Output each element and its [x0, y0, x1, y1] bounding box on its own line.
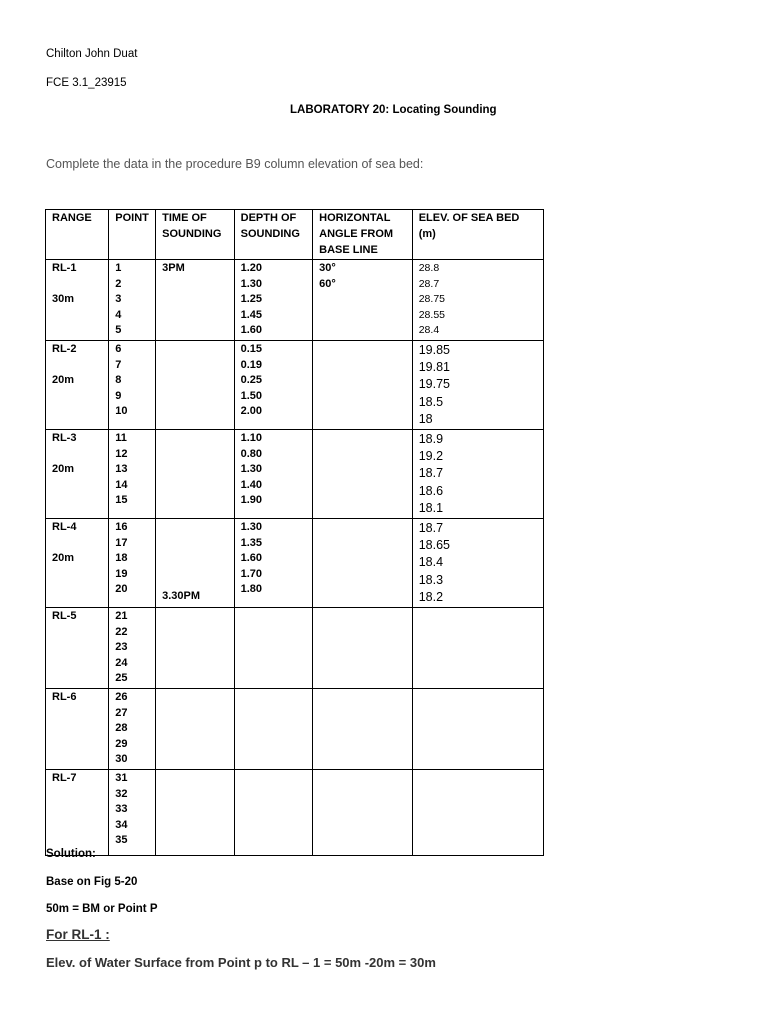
elev-cell: [412, 608, 543, 689]
depth-value: 1.45: [240, 308, 263, 321]
range-label: RL-3: [52, 431, 77, 444]
table-row: [46, 608, 544, 689]
depth-value: 1.25: [240, 293, 263, 306]
table-row: [46, 340, 544, 429]
author-name: Chilton John Duat: [46, 48, 138, 60]
point-number: 3: [115, 293, 122, 306]
header-elev: ELEV. OF SEA BED (m): [412, 210, 543, 260]
depth-value: 1.80: [240, 583, 263, 596]
point-cell: [109, 260, 156, 341]
point-number: 8: [115, 374, 122, 387]
point-number: 1: [115, 262, 122, 274]
point-number: 24: [115, 656, 128, 669]
range-cell: [46, 519, 109, 608]
course-code: FCE 3.1_23915: [46, 77, 127, 89]
point-number: 15: [115, 494, 128, 507]
point-number: 32: [115, 787, 128, 800]
range-label: RL-2: [52, 342, 77, 355]
solution-label: Solution:: [46, 848, 96, 860]
elev-value: 18.6: [418, 483, 444, 498]
range-label: RL-6: [52, 690, 77, 703]
elev-value: 18.4: [418, 555, 444, 570]
time-cell: [156, 608, 235, 689]
point-cell: [109, 688, 156, 769]
elev-value: 18.65: [418, 538, 450, 553]
elev-cell: [412, 429, 543, 518]
elev-value: 19.85: [418, 342, 450, 357]
depth-value: 1.40: [240, 478, 263, 491]
instruction-text: Complete the data in the procedure B9 column elevation of sea bed:: [46, 157, 424, 171]
elev-value: 18.7: [418, 466, 444, 481]
lab-title: LABORATORY 20: Locating Sounding: [290, 104, 497, 116]
elev-cell: [412, 769, 543, 855]
elev-value: 18.3: [418, 572, 444, 587]
elev-cell: [412, 519, 543, 608]
point-number: 2: [115, 277, 122, 290]
table-row: [46, 429, 544, 518]
table-header-row: [46, 210, 544, 260]
range-label: RL-1: [52, 262, 77, 274]
depth-value: 1.30: [240, 463, 263, 476]
table-row: [46, 769, 544, 855]
range-cell: [46, 260, 109, 341]
angle-cell: [313, 608, 413, 689]
elev-value: 28.55: [418, 308, 445, 321]
elev-water-surface-line: Elev. of Water Surface from Point p to RL – 1 = 50m -20m = 30m: [46, 955, 436, 970]
point-number: 20: [115, 583, 128, 596]
depth-cell: [234, 429, 313, 518]
elev-value: 28.8: [418, 262, 440, 274]
depth-value: 0.15: [240, 342, 263, 355]
time-cell: [156, 519, 235, 608]
point-cell: [109, 519, 156, 608]
time-cell: [156, 260, 235, 341]
time-cell: [156, 688, 235, 769]
point-number: 30: [115, 753, 128, 766]
depth-value: 1.50: [240, 389, 263, 402]
point-number: 33: [115, 803, 128, 816]
point-number: 14: [115, 478, 128, 491]
depth-cell: [234, 769, 313, 855]
elev-cell: [412, 260, 543, 341]
range-label: RL-4: [52, 521, 77, 533]
range-distance: 20m: [52, 552, 75, 565]
elev-value: 18.1: [418, 500, 444, 515]
point-number: 18: [115, 552, 128, 565]
point-number: 23: [115, 641, 128, 654]
point-number: 6: [115, 342, 122, 355]
depth-value: 1.60: [240, 324, 263, 337]
elev-cell: [412, 688, 543, 769]
range-distance: 20m: [52, 463, 75, 476]
time-value: 3PM: [162, 262, 185, 274]
range-label: RL-5: [52, 610, 77, 623]
point-number: 5: [115, 324, 122, 337]
elev-value: 18.2: [418, 589, 444, 604]
point-cell: [109, 340, 156, 429]
time-cell: [156, 340, 235, 429]
range-cell: [46, 608, 109, 689]
point-number: 13: [115, 463, 128, 476]
header-point: POINT: [109, 210, 156, 260]
depth-value: 1.30: [240, 521, 263, 533]
point-number: 21: [115, 610, 128, 623]
depth-value: 1.70: [240, 567, 263, 580]
point-number: 9: [115, 389, 122, 402]
depth-cell: [234, 688, 313, 769]
depth-value: 1.30: [240, 277, 263, 290]
table-row: [46, 519, 544, 608]
for-rl-heading: For RL-1 :: [46, 927, 110, 942]
range-cell: [46, 688, 109, 769]
time-value-end: 3.30PM: [162, 590, 201, 603]
header-depth: DEPTH OF SOUNDING: [234, 210, 313, 260]
depth-cell: [234, 608, 313, 689]
angle-value: 30°: [319, 262, 336, 274]
time-cell: [156, 429, 235, 518]
point-number: 11: [115, 431, 127, 444]
elev-value: 28.4: [418, 324, 440, 337]
elev-value: 18.7: [418, 521, 444, 535]
point-number: 26: [115, 690, 128, 703]
point-number: 27: [115, 706, 128, 719]
point-number: 35: [115, 834, 128, 847]
point-number: 4: [115, 308, 122, 321]
point-number: 17: [115, 536, 128, 549]
elev-value: 19.75: [418, 377, 450, 392]
depth-cell: [234, 340, 313, 429]
depth-value: 1.60: [240, 552, 263, 565]
solution-based-on: Base on Fig 5-20: [46, 876, 138, 888]
depth-cell: [234, 260, 313, 341]
point-number: 19: [115, 567, 128, 580]
depth-value: 0.19: [240, 358, 263, 371]
elev-value: 18: [418, 411, 433, 426]
elev-value: 18.5: [418, 394, 444, 409]
point-number: 29: [115, 737, 128, 750]
elev-cell: [412, 340, 543, 429]
elev-value: 28.7: [418, 277, 440, 290]
point-number: 28: [115, 722, 128, 735]
angle-cell: [313, 519, 413, 608]
table-row: [46, 260, 544, 341]
depth-cell: [234, 519, 313, 608]
time-cell: [156, 769, 235, 855]
depth-value: 0.80: [240, 447, 263, 460]
depth-value: 1.20: [240, 262, 263, 274]
header-angle: HORIZONTAL ANGLE FROM BASE LINE: [313, 210, 413, 260]
range-label: RL-7: [52, 771, 77, 784]
point-number: 16: [115, 521, 128, 533]
depth-value: 1.10: [240, 431, 263, 444]
header-range: RANGE: [46, 210, 109, 260]
range-distance: 20m: [52, 374, 75, 387]
elev-value: 18.9: [418, 431, 444, 446]
table-row: [46, 688, 544, 769]
angle-value: 60°: [319, 277, 336, 290]
solution-bm: 50m = BM or Point P: [46, 903, 158, 915]
point-number: 31: [115, 771, 128, 784]
sounding-table: [45, 209, 544, 856]
depth-value: 1.35: [240, 536, 263, 549]
point-number: 10: [115, 405, 128, 418]
point-number: 25: [115, 672, 128, 685]
angle-cell: [313, 688, 413, 769]
angle-cell: [313, 340, 413, 429]
depth-value: 1.90: [240, 494, 263, 507]
range-cell: [46, 340, 109, 429]
point-number: 34: [115, 818, 128, 831]
point-cell: [109, 769, 156, 855]
range-distance: 30m: [52, 293, 75, 306]
elev-value: 19.2: [418, 449, 444, 464]
angle-cell: [313, 260, 413, 341]
range-cell: [46, 769, 109, 855]
point-number: 22: [115, 625, 128, 638]
angle-cell: [313, 429, 413, 518]
header-time: TIME OF SOUNDING: [156, 210, 235, 260]
depth-value: 2.00: [240, 405, 263, 418]
point-cell: [109, 608, 156, 689]
elev-value: 28.75: [418, 293, 445, 306]
range-cell: [46, 429, 109, 518]
elev-value: 19.81: [418, 360, 450, 375]
depth-value: 0.25: [240, 374, 263, 387]
point-cell: [109, 429, 156, 518]
angle-cell: [313, 769, 413, 855]
point-number: 12: [115, 447, 128, 460]
point-number: 7: [115, 358, 122, 371]
